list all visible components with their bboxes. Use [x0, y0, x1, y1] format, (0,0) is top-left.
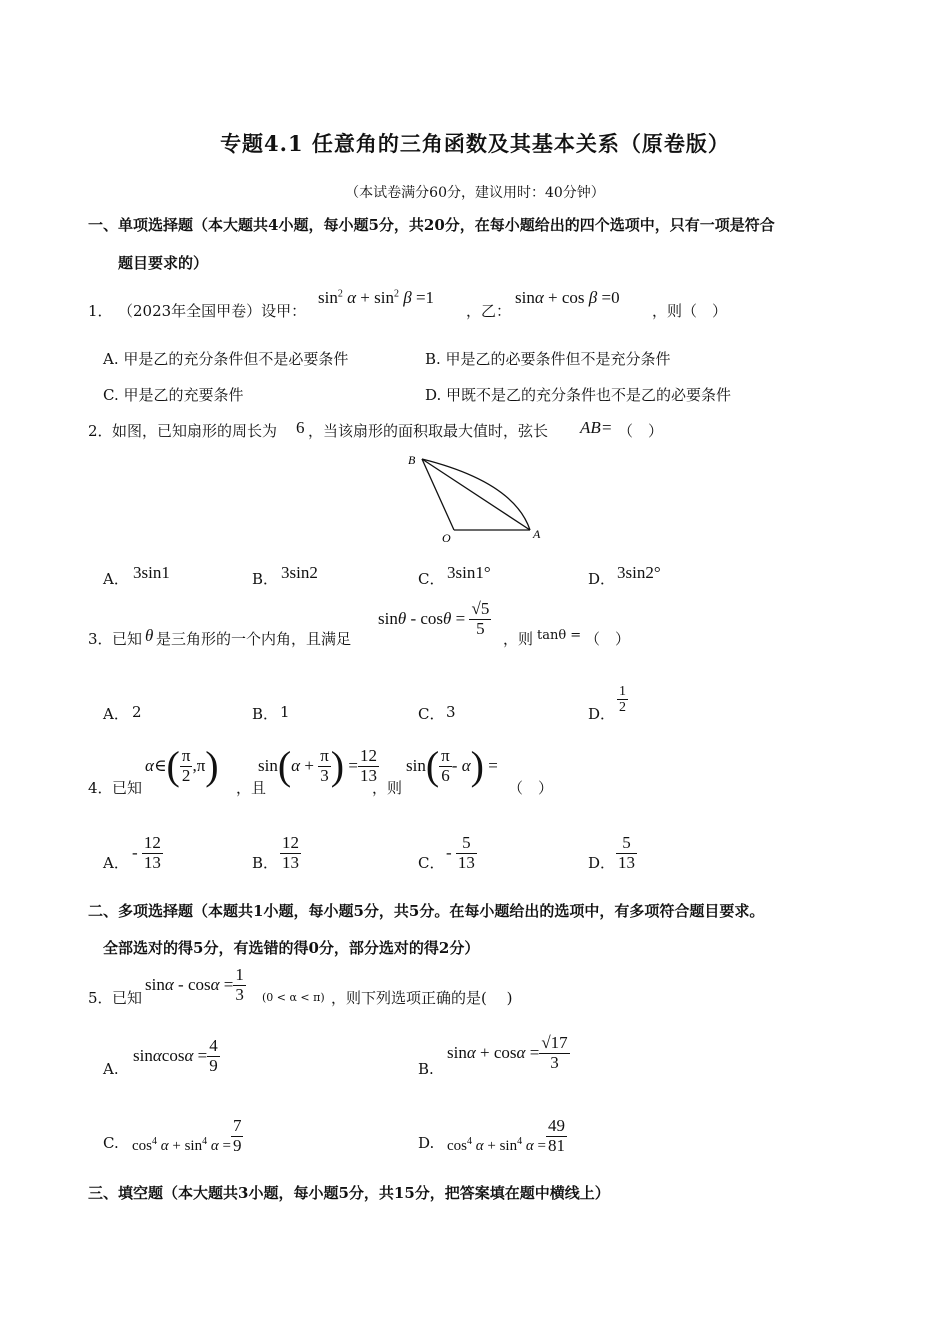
- q4-text3: ，则: [372, 779, 403, 797]
- q5-number: 5．: [88, 989, 113, 1007]
- q2-option-c-label: C．: [418, 570, 445, 588]
- section1-heading: 一、单项选择题（本大题共4小题，每小题5分，共20分，在每小题给出的四个选项中，只有一项是符合: [88, 216, 775, 234]
- q4-option-b-label: B．: [252, 854, 279, 872]
- q5-text1: 已知: [112, 989, 143, 1007]
- q4-text2: ，且: [236, 779, 267, 797]
- q2-option-a-label: A．: [103, 570, 129, 588]
- q5-option-c: $\cos^4 \alpha + \sin^4 \alpha$ = $\frac{7}{9}$: [132, 1116, 242, 1155]
- q2-number: 2．: [88, 422, 113, 440]
- q3-text4: （ ）: [585, 630, 631, 648]
- q1-option-c: C. 甲是乙的充要条件: [103, 386, 244, 404]
- q1-end: ，则（ ）: [652, 302, 728, 320]
- q5-option-c-label: C.: [103, 1134, 119, 1152]
- q5-formula: sinα - cosα = $\frac{1}{3}$: [145, 965, 244, 1004]
- q3-option-b: 1: [280, 703, 290, 721]
- q2-text3: （ ）: [618, 422, 664, 440]
- page-subtitle: （本试卷满分60分，建议用时：40分钟）: [345, 185, 605, 201]
- q2-option-c: 3sin1°: [447, 563, 491, 582]
- q4-option-c-label: C．: [418, 854, 445, 872]
- q3-option-b-label: B．: [252, 705, 279, 723]
- q2-text1: 如图，已知扇形的周长为: [112, 422, 278, 440]
- q5-option-a: sinαcosα = $\frac{4}{9}$: [133, 1036, 218, 1075]
- q4-text1: 已知: [112, 779, 143, 797]
- q1-number: 1．: [88, 302, 113, 320]
- q3-theta: θ: [145, 626, 154, 645]
- q4-option-a-label: A．: [103, 854, 129, 872]
- q5-range: (0 < α < π): [262, 991, 325, 1004]
- q4-number: 4．: [88, 779, 113, 797]
- section2-heading: 二、多项选择题（本题共1小题，每小题5分，共5分。在每小题给出的选项中，有多项符合题目要求。: [88, 902, 765, 920]
- q2-option-d-label: D．: [588, 570, 616, 588]
- q3-text1: 已知: [112, 630, 143, 648]
- q3-formula: sinθ - cosθ = $\frac{√5}{5}$: [378, 599, 490, 638]
- q3-option-a-label: A．: [103, 705, 129, 723]
- q4-option-b: $\frac{12}{13}$: [282, 833, 299, 872]
- q1-formula-yi: sinα + cos β =0: [515, 288, 620, 307]
- page-title: 专题4.1 任意角的三角函数及其基本关系（原卷版）: [220, 131, 730, 156]
- label-b: B: [408, 453, 416, 467]
- q2-equals: =: [602, 418, 612, 437]
- q4-formula-range: α∈( $\frac{\pi}{2}$ ,π): [145, 743, 219, 788]
- q3-number: 3．: [88, 630, 113, 648]
- q2-option-a: 3sin1: [133, 563, 170, 582]
- q2-option-b: 3sin2: [281, 563, 318, 582]
- q3-option-d: $\frac{1}{2}$: [619, 684, 626, 716]
- q5-option-d-label: D.: [418, 1134, 435, 1152]
- q4-option-d: $\frac{5}{13}$: [618, 833, 635, 872]
- q2-chord: AB: [580, 418, 601, 437]
- sector-diagram: [400, 450, 550, 550]
- q2-perimeter: 6: [296, 418, 305, 437]
- q3-tan: tanθ =: [537, 628, 582, 643]
- q3-option-d-label: D．: [588, 705, 616, 723]
- q3-text3: ，则: [503, 630, 534, 648]
- q1-mid: ，乙：: [466, 302, 512, 320]
- q3-option-a: 2: [132, 703, 142, 721]
- q4-option-c: - $\frac{5}{13}$: [446, 833, 475, 872]
- q3-option-c-label: C．: [418, 705, 445, 723]
- q1-source: （2023年全国甲卷）设甲：: [118, 302, 307, 320]
- q3-text2: 是三角形的一个内角，且满足: [156, 630, 352, 648]
- q1-option-a: A. 甲是乙的充分条件但不是必要条件: [103, 350, 349, 368]
- q4-text4: （ ）: [508, 779, 554, 797]
- q5-option-a-label: A.: [103, 1060, 119, 1078]
- q3-option-c: 3: [446, 703, 456, 721]
- q4-formula-target: sin( $\frac{\pi}{6}$ - α) =: [406, 743, 498, 788]
- q5-text2: ，则下列选项正确的是( ): [331, 989, 513, 1007]
- q2-option-d: 3sin2°: [617, 563, 661, 582]
- q2-text2: ，当该扇形的面积取最大值时，弦长: [308, 422, 549, 440]
- q2-option-b-label: B．: [252, 570, 279, 588]
- section2-heading-cont: 全部选对的得5分，有选错的得0分，部分选对的得2分）: [103, 939, 480, 957]
- label-a: A: [533, 527, 541, 541]
- q4-option-a: - $\frac{12}{13}$: [132, 833, 161, 872]
- q1-option-b: B. 甲是乙的必要条件但不是充分条件: [425, 350, 671, 368]
- q1-formula-jia: $\sin^2 \alpha + \sin^2 \beta =1$: [318, 288, 435, 307]
- section3-heading: 三、填空题（本大题共3小题，每小题5分，共15分，把答案填在题中横线上）: [88, 1184, 610, 1202]
- q4-formula-given: sin(α + $\frac{\pi}{3}$ ) = $\frac{12}{13}$: [258, 743, 377, 788]
- q5-option-d: $\cos^4 \alpha + \sin^4 \alpha$ = $\frac{49}{81}$: [447, 1116, 565, 1155]
- q5-option-b-label: B.: [418, 1060, 434, 1078]
- q4-option-d-label: D．: [588, 854, 616, 872]
- q5-option-b: sinα + cosα = $\frac{√17}{3}$: [447, 1033, 568, 1072]
- label-o: O: [442, 531, 451, 545]
- q1-option-d: D. 甲既不是乙的充分条件也不是乙的必要条件: [425, 386, 732, 404]
- section1-heading-cont: 题目要求的）: [118, 254, 209, 272]
